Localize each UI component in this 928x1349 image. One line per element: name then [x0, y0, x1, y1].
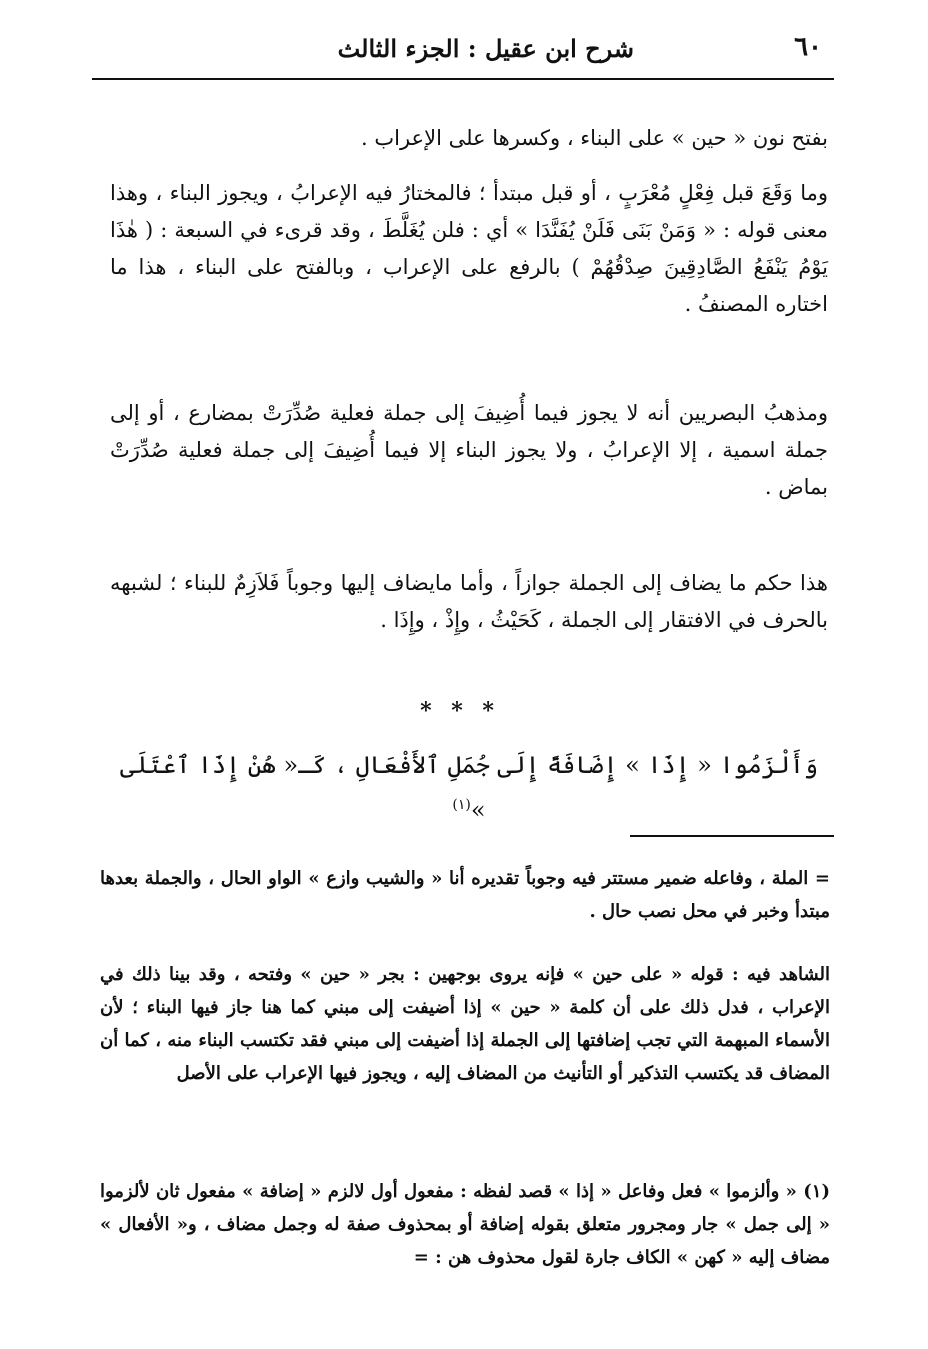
body-paragraph-2: وما وَقَعَ قبل فِعْلٍ مُعْرَبٍ ، أو قبل مبتدأ ؛ فالمختارُ فيه الإعرابُ ، ويجوز البناء ، وهذا معنى قوله : « وَمَنْ بَنَى فَلَنْ يُفَنَّدَا » أي : فلن يُغَلَّطَ ، وقد قرىء في السبعة : ( هٰذَا يَوْمُ يَنْفَعُ الصَّادِقِينَ صِدْقُهُمْ ) بالرفع على الإعراب ، وبالفتح على البناء ، هذا ما اختاره المصنفُ .: [110, 181, 828, 316]
running-title: شرح ابن عقيل : الجزء الثالث: [337, 34, 634, 63]
header-rule: [92, 78, 834, 80]
footnote-rule: [630, 835, 834, 837]
body-paragraph-3: ومذهبُ البصريين أنه لا يجوز فيما أُضِيفَ إلى جملة فعلية صُدِّرَتْ بمضارع ، أو إلى جملة اسمية ، إلا الإعرابُ ، ولا يجوز البناء إلا فيما أُضِيفَ إلى جملة فعلية صُدِّرَتْ بماض .: [110, 401, 828, 499]
footnote-evidence: الشاهد فيه : قوله « على حين » فإنه يروى بوجهين : بجر « حين » وفتحه ، وقد بينا ذلك في الإعراب ، فدل ذلك على أن كلمة « حين » إذا أضيفت إلى مبني كما هنا جاز فيها البناء ؛ لأن الأسماء المبهمة التي تجب إضافتها إلى الجملة إذا أضيفت إلى مبني فقد تكتسب البناء منه ، كما أن المضاف قد يكتسب التذكير أو التأنيث من المضاف إليه ، ويجوز فيها الإعراب على الأصل: [100, 964, 830, 1084]
section-separator: * * *: [420, 698, 500, 724]
page-number: ٦٠: [794, 32, 822, 62]
body-paragraph-4: هذا حكم ما يضاف إلى الجملة جوازاً ، وأما مايضاف إليها وجوباً فَلاَزِمٌ للبناء ؛ لشبهه بالحرف في الافتقار إلى الجملة ، كَحَيْثُ ، وإِذْ ، وإِذَا .: [110, 571, 828, 632]
footnote-continuation: = الملة ، وفاعله ضمير مستتر فيه وجوباً تقديره أنا « والشيب وازع » الواو الحال ، والجملة بعدها مبتدأ وخبر في محل نصب حال .: [100, 868, 830, 922]
page-header: [92, 30, 834, 80]
poem-verse: [110, 745, 828, 830]
footnote-ref: (١): [452, 797, 471, 813]
body-paragraph-1: بفتح نون « حين » على البناء ، وكسرها على الإعراب .: [361, 126, 828, 150]
footnote-1: (١) « وألزموا » فعل وفاعل « إذا » قصد لفظه : مفعول أول لالزم « إضافة » مفعول ثان لألزموا « إلى جمل » جار ومجرور متعلق بقوله إضافة أو بمحذوف صفة له وجمل مضاف ، و« الأفعال » مضاف إليه « كهن » الكاف جارة لقول محذوف هن : =: [100, 1181, 830, 1268]
verse-text: وَأَلْزَمُوا « إِذَا » إِضَافَةً إِلَى جُمَلِ ٱلأَفْعَالِ ، كَـ« هُنْ إِذَا ٱعْتَلَى »: [119, 751, 819, 824]
